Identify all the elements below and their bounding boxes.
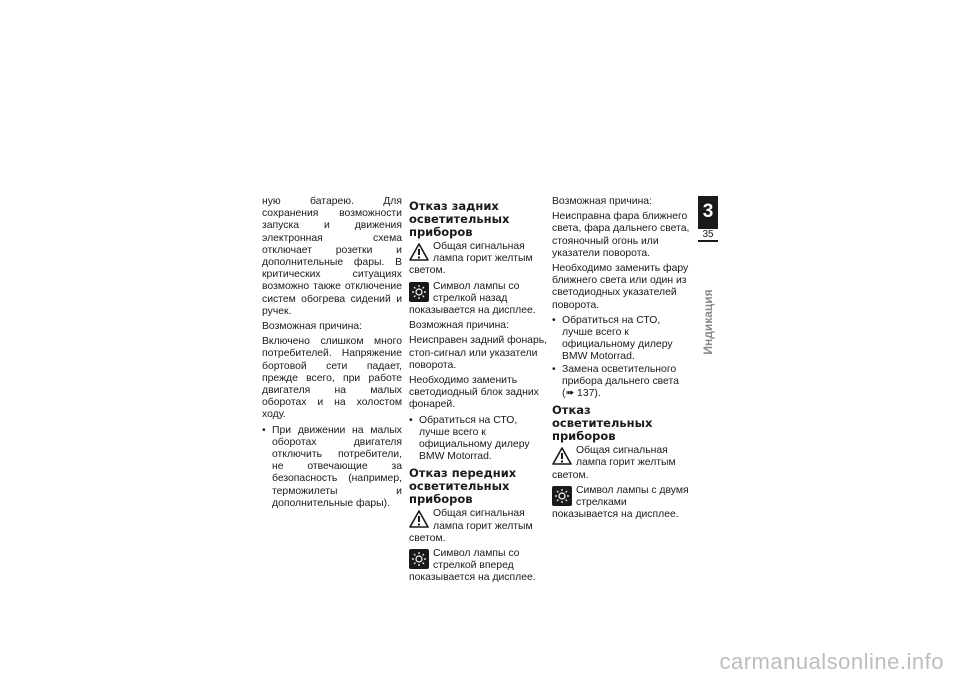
column-2 [409,196,549,588]
page-number: 35 [698,229,718,240]
bullet-list [552,315,692,400]
bullet-item: • Замена осветительного прибора дальнего света (➠ 137). [552,364,692,401]
chapter-label: Индикация [701,289,715,355]
paragraph: Неисправен задний фонарь, стоп-сигнал или указатели поворота. [409,335,548,371]
bullet-list [262,425,402,510]
warning-triangle-icon [409,509,429,529]
section-heading: Отказ передних осветительных приборов [409,466,517,507]
warning-row [409,241,549,278]
warning-row [409,508,549,545]
lamp-failure-icon [409,282,429,302]
section-heading: Отказ задних осветительных приборов [409,199,510,239]
section-heading: Отказ осветительных приборов [552,403,653,444]
paragraph: Необходимо заменить светодиодный блок задних фонарей. [409,375,539,411]
bullet-list [409,415,549,464]
cause-label: Возможная причина: [409,320,509,332]
symbol-row [409,281,549,318]
watermark: carmanualsonline.info [719,649,944,674]
cause-label: Возможная причина: [262,321,362,333]
column-3 [552,196,692,524]
bullet-item: • Обратиться на СТО, лучше всего к официальному дилеру BMW Motorrad. [552,315,692,364]
warning-text: Общая сигнальная лампа горит желтым светом. [552,445,676,481]
lamp-failure-icon [409,549,429,569]
bullet-item: • Обратиться на СТО, лучше всего к официальному дилеру BMW Motorrad. [409,415,549,464]
chapter-number: 3 [702,201,714,222]
cause-label: Возможная причина: [552,196,652,207]
symbol-row [409,548,549,585]
warning-row [552,445,692,482]
paragraph: ную батарею. Для сохранения возможности запуска и движения электронная схема отключает розетки и дополнительные фары. В критических ситуациях возможно также отключение систем обогрева сидений и ручек. [262,196,402,317]
lamp-failure-icon [552,486,572,506]
paragraph: Неисправна фара ближнего света, фара дальнего света, стояночный огонь или указатели поворота. [552,211,690,259]
column-1 [262,196,402,513]
symbol-text: Символ лампы со стрелкой назад показывается на дисплее. [409,280,536,317]
warning-text: Общая сигнальная лампа горит желтым светом. [409,508,533,544]
paragraph: Включено слишком много потребителей. Напряжение бортовой сети падает, прежде всего, при работе двигателя на малых оборотах и на холостом ходу. [262,336,402,421]
warning-text: Общая сигнальная лампа горит желтым светом. [409,241,533,277]
symbol-text: Символ лампы со стрелкой вперед показывается на дисплее. [409,548,536,584]
warning-triangle-icon [552,446,572,466]
symbol-row [552,485,692,522]
paragraph: Необходимо заменить фару ближнего света или один из светодиодных указателей поворота. [552,263,689,311]
symbol-text: Символ лампы с двумя стрелками показывается на дисплее. [552,484,689,521]
bullet-item: • При движении на малых оборотах двигателя отключить потребители, не отвечающие за безопасность (например, терможилеты и дополнительные фары). [262,425,402,510]
warning-triangle-icon [409,242,429,262]
